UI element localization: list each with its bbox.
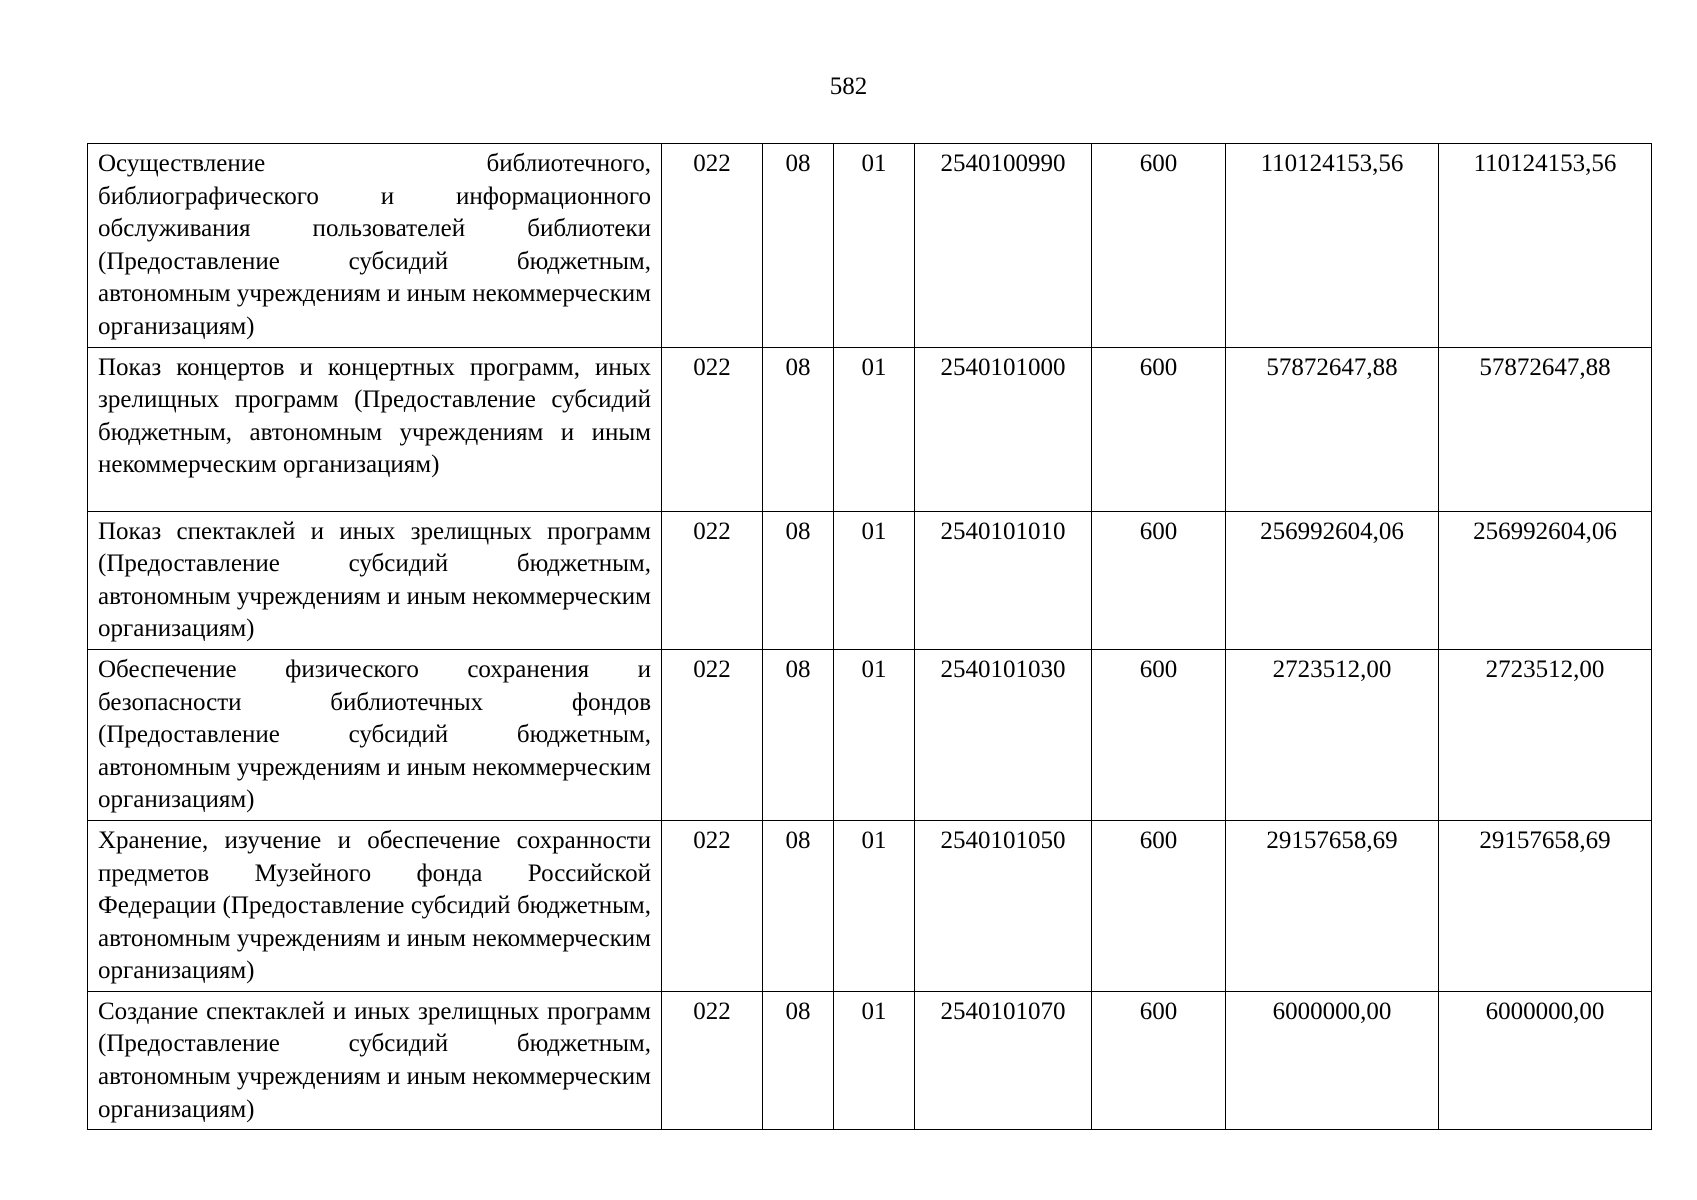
subsection-code: 01 (834, 991, 915, 1129)
amount-2: 29157658,69 (1439, 820, 1652, 991)
amount-2: 6000000,00 (1439, 991, 1652, 1129)
section-code: 08 (763, 511, 834, 649)
amount-2: 110124153,56 (1439, 144, 1652, 348)
budget-table (87, 143, 1652, 1130)
amount-2: 57872647,88 (1439, 347, 1652, 511)
subsection-code: 01 (834, 820, 915, 991)
target-item-code: 2540101030 (915, 649, 1092, 820)
target-item-code: 2540100990 (915, 144, 1092, 348)
target-item-code: 2540101010 (915, 511, 1092, 649)
subsection-code: 01 (834, 144, 915, 348)
table-row (88, 511, 1652, 649)
section-code: 08 (763, 144, 834, 348)
expense-type-code: 600 (1092, 991, 1226, 1129)
amount-1: 110124153,56 (1226, 144, 1439, 348)
ministry-code: 022 (662, 144, 763, 348)
expense-type-code: 600 (1092, 820, 1226, 991)
expense-type-code: 600 (1092, 144, 1226, 348)
table-row (88, 347, 1652, 511)
section-code: 08 (763, 820, 834, 991)
ministry-code: 022 (662, 991, 763, 1129)
target-item-code: 2540101070 (915, 991, 1092, 1129)
subsection-code: 01 (834, 511, 915, 649)
page-number: 582 (829, 73, 868, 100)
amount-2: 256992604,06 (1439, 511, 1652, 649)
ministry-code: 022 (662, 511, 763, 649)
row-description: Хранение, изучение и обеспечение сохранности предметов Музейного фонда Российской Федерации (Предоставление субсидий бюджетным, автономным учреждениям и иным некоммерческим организациям) (88, 820, 662, 991)
ministry-code: 022 (662, 649, 763, 820)
table-row (88, 820, 1652, 991)
table-row (88, 144, 1652, 348)
amount-2: 2723512,00 (1439, 649, 1652, 820)
subsection-code: 01 (834, 649, 915, 820)
section-code: 08 (763, 649, 834, 820)
table-row (88, 649, 1652, 820)
expense-type-code: 600 (1092, 511, 1226, 649)
ministry-code: 022 (662, 347, 763, 511)
section-code: 08 (763, 347, 834, 511)
section-code: 08 (763, 991, 834, 1129)
row-description: Осуществление библиотечного, библиографического и информационного обслуживания пользователей библиотеки (Предоставление субсидий бюджетным, автономным учреждениям и иным некоммерческим организациям) (88, 144, 662, 348)
amount-1: 256992604,06 (1226, 511, 1439, 649)
amount-1: 2723512,00 (1226, 649, 1439, 820)
row-description: Обеспечение физического сохранения и безопасности библиотечных фондов (Предоставление субсидий бюджетным, автономным учреждениям и иным некоммерческим организациям) (88, 649, 662, 820)
subsection-code: 01 (834, 347, 915, 511)
table-row (88, 991, 1652, 1129)
amount-1: 6000000,00 (1226, 991, 1439, 1129)
ministry-code: 022 (662, 820, 763, 991)
expense-type-code: 600 (1092, 347, 1226, 511)
row-description: Показ концертов и концертных программ, иных зрелищных программ (Предоставление субсидий бюджетным, автономным учреждениям и иным некоммерческим организациям) (88, 347, 662, 511)
row-description: Показ спектаклей и иных зрелищных программ (Предоставление субсидий бюджетным, автономным учреждениям и иным некоммерческим организациям) (88, 511, 662, 649)
expense-type-code: 600 (1092, 649, 1226, 820)
amount-1: 29157658,69 (1226, 820, 1439, 991)
amount-1: 57872647,88 (1226, 347, 1439, 511)
row-description: Создание спектаклей и иных зрелищных программ (Предоставление субсидий бюджетным, автономным учреждениям и иным некоммерческим организациям) (88, 991, 662, 1129)
target-item-code: 2540101000 (915, 347, 1092, 511)
target-item-code: 2540101050 (915, 820, 1092, 991)
